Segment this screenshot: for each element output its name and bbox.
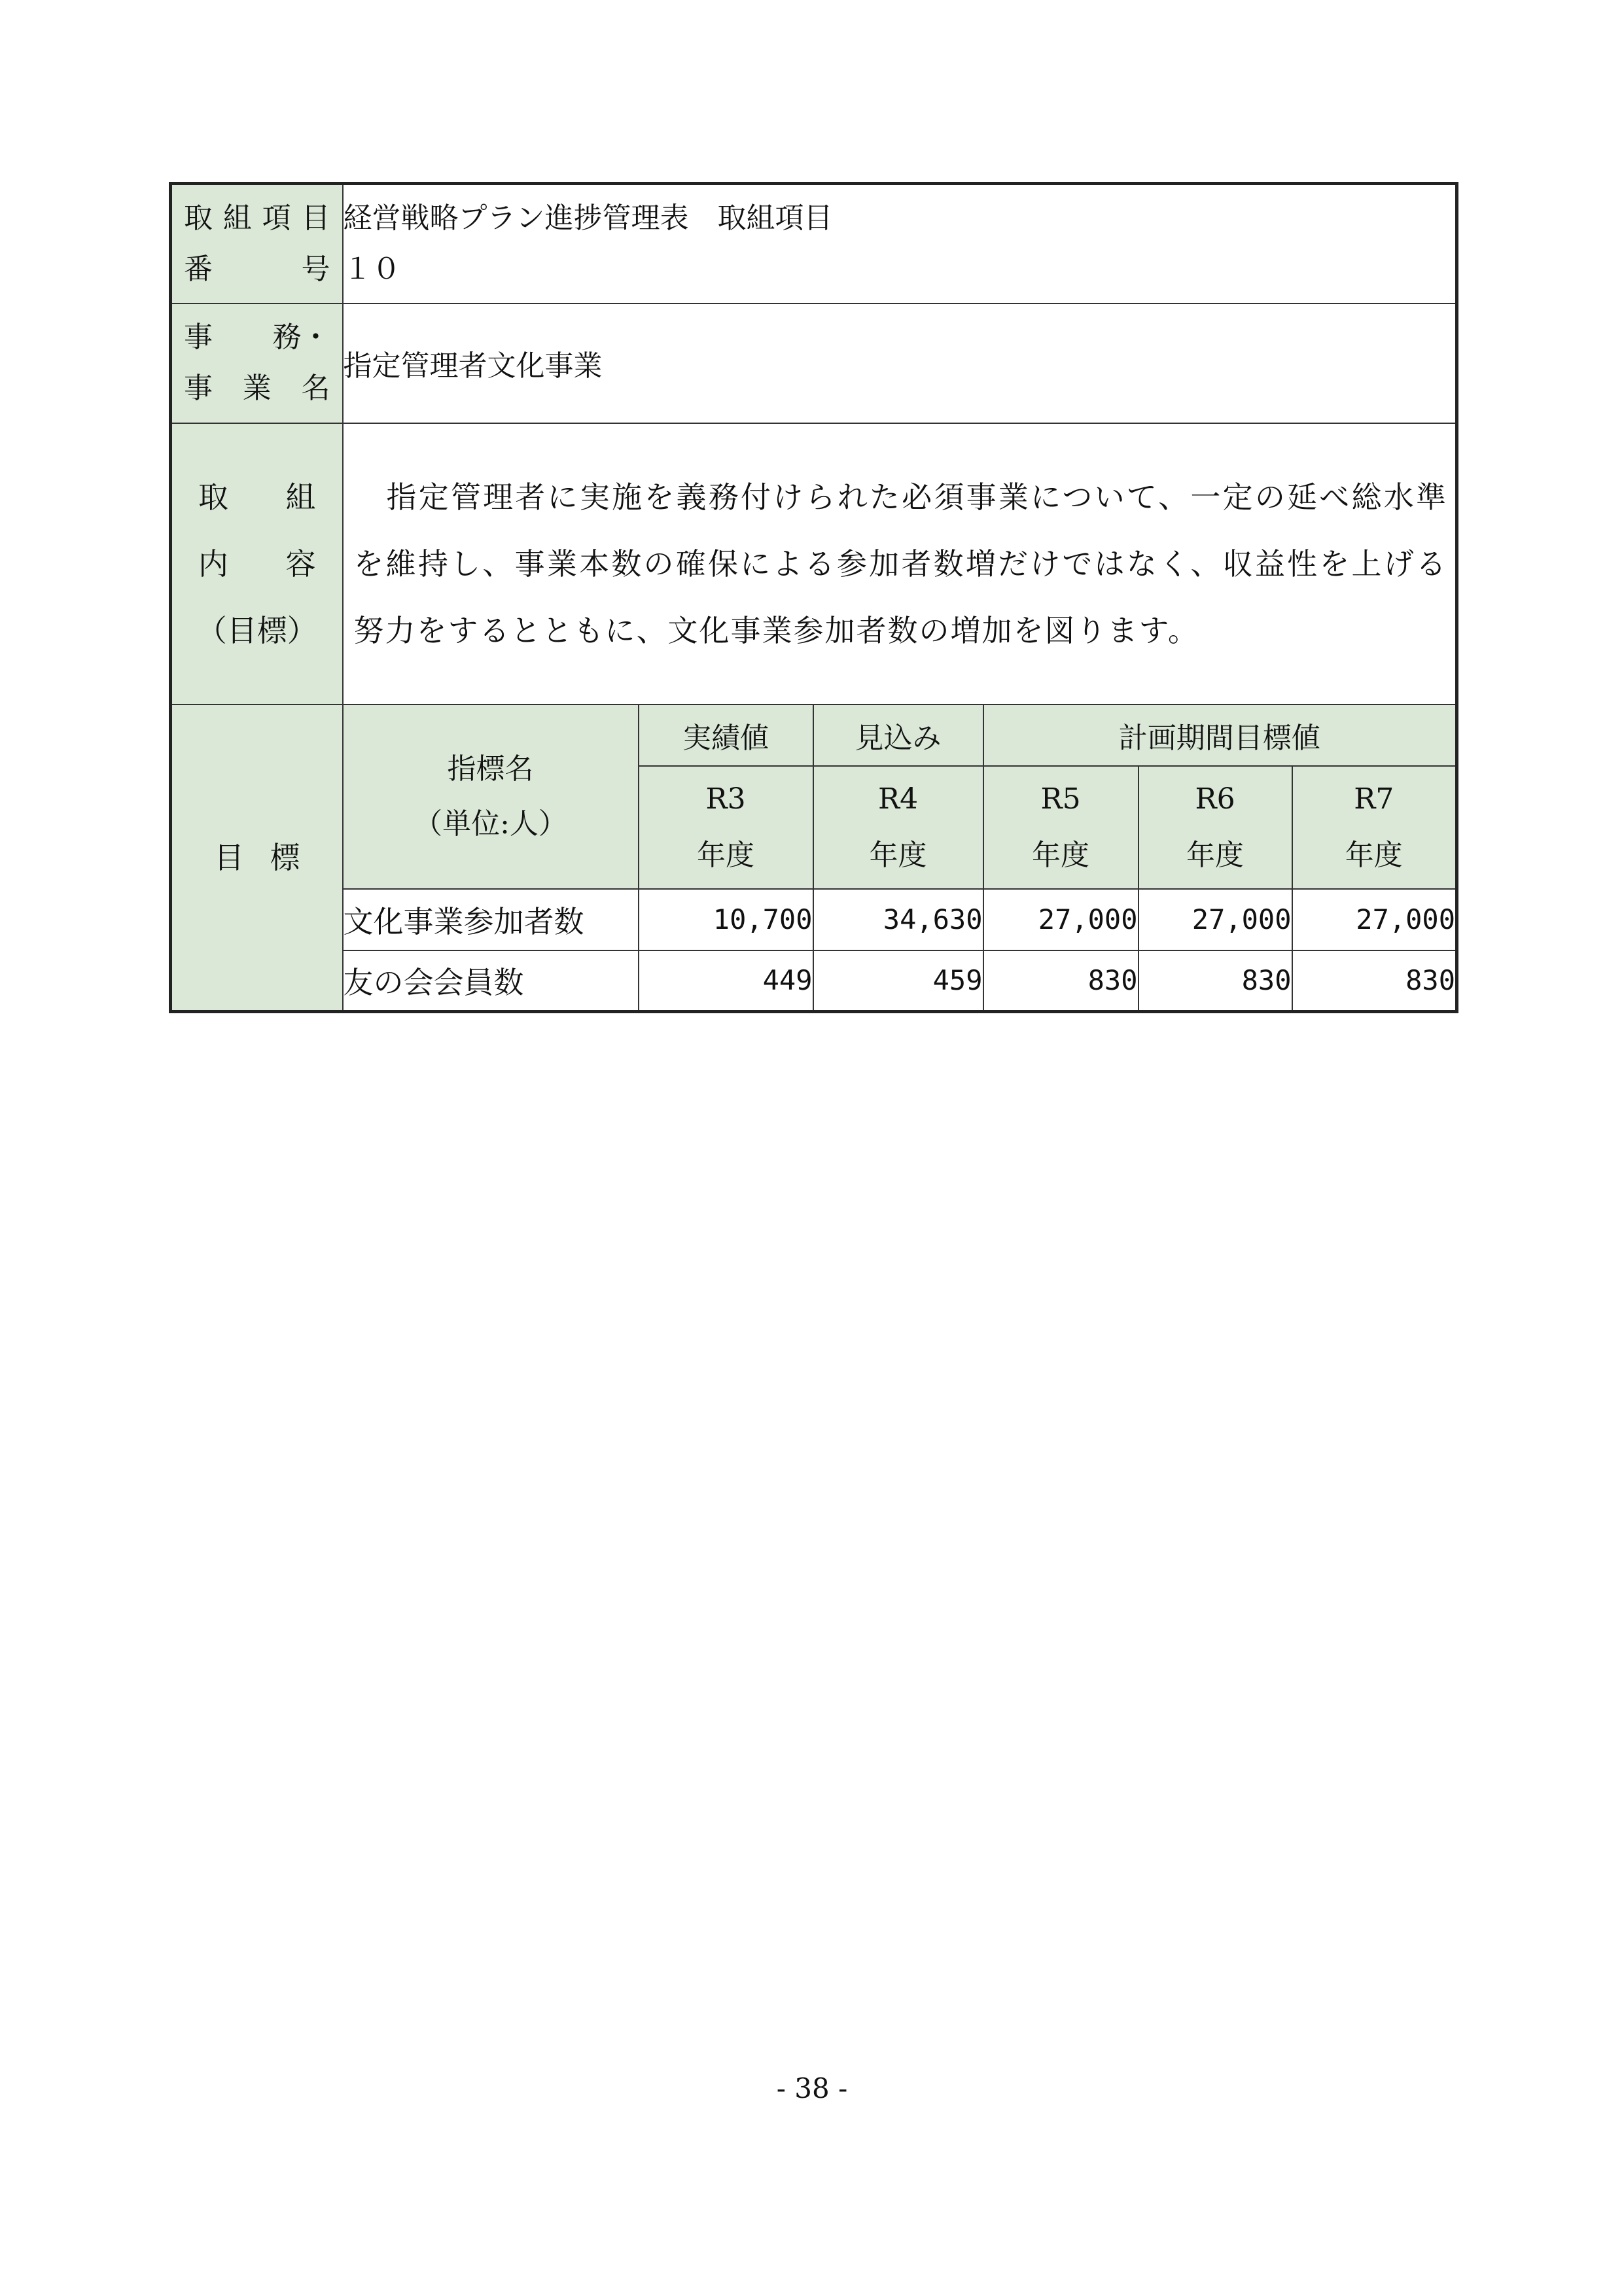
initiative-row [171,423,1457,704]
initiative-label-line1: 取 組 [198,479,316,515]
table-row [171,889,1457,950]
table-row [171,950,1457,1012]
value-cell: 34,630 [813,889,983,950]
targets-label-cell [171,704,343,1012]
initiative-text-cell [343,423,1457,704]
business-name-value: 指定管理者文化事業 [343,304,1457,423]
plan-progress-table [169,182,1458,1013]
item-number-label-line1: 取 組 項 目 [184,201,330,235]
year-header-r3: R3 年度 [639,766,813,889]
business-name-label-cell [171,304,343,423]
indicator-header-unit: （単位:人） [414,807,567,841]
year-header-r6: R6 年度 [1139,766,1292,889]
group-forecast-header: 見込み [813,704,983,766]
item-number-value: １０ [343,252,401,286]
group-plan-header: 計画期間目標値 [983,704,1457,766]
indicator-header-name: 指標名 [447,752,534,786]
value-cell: 459 [813,950,983,1012]
group-actual-header: 実績値 [639,704,813,766]
item-number-title: 経営戦略プラン進捗管理表 取組項目 [343,201,833,235]
value-cell: 449 [639,950,813,1012]
value-cell: 830 [1139,950,1292,1012]
business-name-row [171,304,1457,423]
indicator-header [343,704,639,889]
item-number-row [171,184,1457,304]
initiative-label-line2: 内 容 [198,546,316,582]
initiative-label-cell [171,423,343,704]
business-name-label-line1: 事 務・ [184,321,330,354]
value-cell: 27,000 [1292,889,1457,950]
business-name-label-line2: 事 業 名 [184,372,330,405]
initiative-text: 指定管理者に実施を義務付けられた必須事業について、一定の延べ総水準を維持し、事業本数の確保による参加者数増だけではなく、収益性を上げる努力をするとともに、文化事業参加者数の増加を図ります。 [353,479,1447,648]
value-cell: 27,000 [1139,889,1292,950]
targets-header-row-1 [171,704,1457,766]
value-cell: 10,700 [639,889,813,950]
value-cell: 830 [1292,950,1457,1012]
year-header-r4: R4 年度 [813,766,983,889]
value-cell: 27,000 [983,889,1139,950]
indicator-name: 友の会会員数 [343,950,639,1012]
targets-label: 目 標 [214,839,300,875]
year-header-r5: R5 年度 [983,766,1139,889]
initiative-label-line3: （目標） [196,612,317,648]
value-cell: 830 [983,950,1139,1012]
year-header-r7: R7 年度 [1292,766,1457,889]
indicator-name: 文化事業参加者数 [343,889,639,950]
item-number-label-line2: 番 号 [184,252,330,286]
item-number-value-cell [343,184,1457,304]
item-number-label-cell [171,184,343,304]
page-number: - 38 - [776,2072,848,2104]
